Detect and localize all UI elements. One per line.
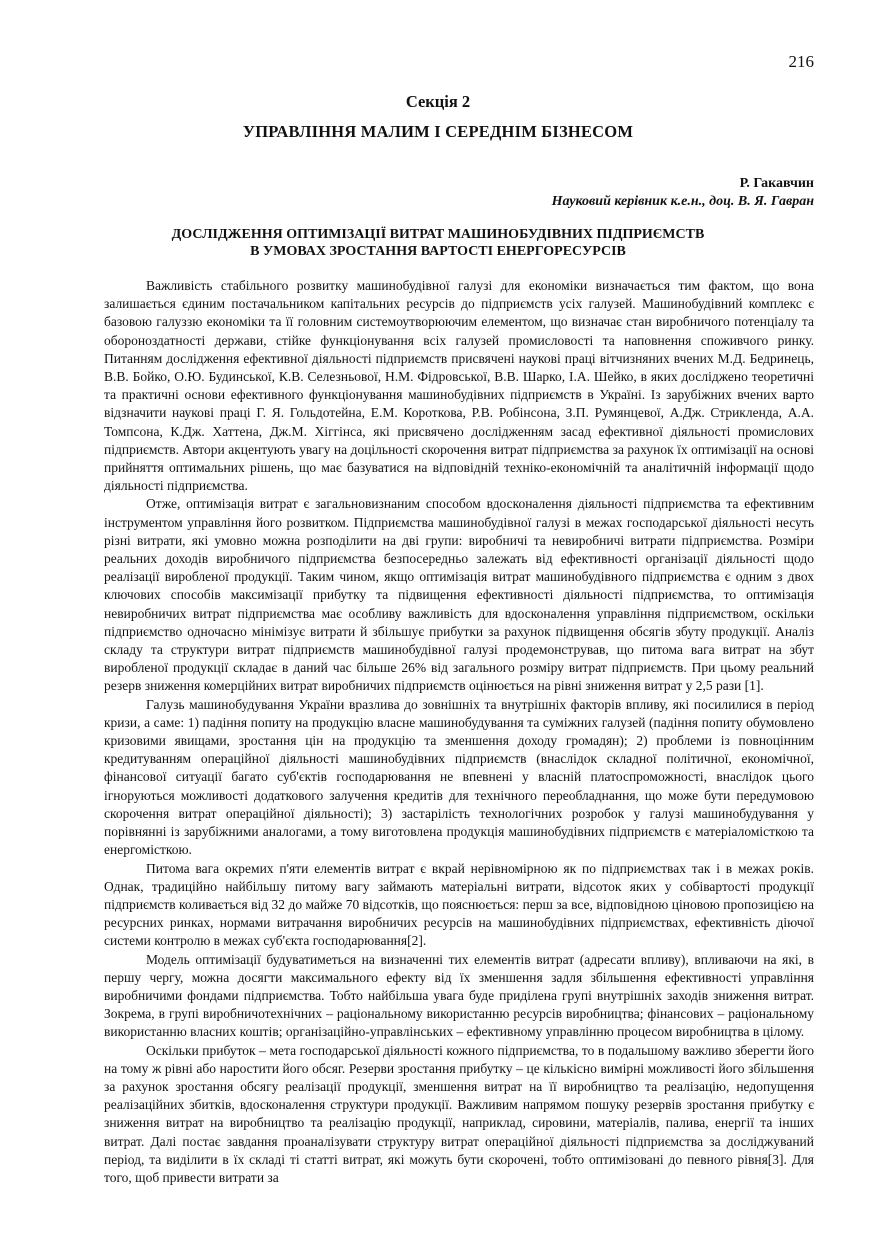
section-title: УПРАВЛІННЯ МАЛИМ І СЕРЕДНІМ БІЗНЕСОМ [242,122,634,141]
article-title [100,226,776,260]
article-title-line-2: В УМОВАХ ЗРОСТАННЯ ВАРТОСТІ ЕНЕРГОРЕСУРСІВ [250,244,626,259]
paragraph-6: Оскільки прибуток – мета господарської діяльності кожного підприємства, то в подальшому важливо зберегти його на тому ж рівні або наростити його обсяг. Резерви зростання прибутку – це кількісно вимірні можливості його збільшення за рахунок зростання обсягу реалізації продукції, зменшення витрат на її виробництво та реалізацію, недопущення реалізаційних збитків, вдосконалення структури продукції. Важливим напрямом пошуку резервів зростання прибутку є зниження витрат на виробництво та реалізацію продукції, наприклад, сировини, матеріалів, палива, енергії та інших витрат. Далі постає завдання проаналізувати структуру витрат операційної діяльності підприємства за досліджуваний період, та виділити в їх складі ті статті витрат, які можуть бути скорочені, тобто оптимізовані до певного рівня[3]. Для того, щоб привести витрати за [104,1042,814,1185]
paragraph-2: Отже, оптимізація витрат є загальновизнаним способом вдосконалення діяльності підприємства та ефективним інструментом управління його розвитком. Підприємства машинобудівної галузі в межах господарської діяльності несуть різні витрати, які умовно можна розподілити на дві групи: виробничі та невиробничі витрати підприємства. Розміри реальних доходів виробничого підприємства безпосередньо залежать від ефективності організації діяльності щодо реалізації виробленої продукції. Таким чином, якщо оптимізація витрат машинобудівного підприємства є одним з двох ключових способів максимізації прибутку та підвищення ефективності діяльності підприємства, то оптимізація невиробничих витрат підприємства має особливу важливість для вдосконалення управління підприємством, оскільки підприємство одночасно мінімізує витрати й збільшує прибутки за рахунок підвищення обсягів збуту продукції. Аналіз складу та структури витрат підприємств машинобудівної галузі продемонстрував, що питома вага витрат на збут виробленої продукції складає в даний час більше 26% від загального розміру витрат підприємств. При цьому реальний резерв зниження комерційних витрат виробничих підприємств оцінюється на рівні зниження витрат у 2,5 рази [1]. [104,496,814,694]
paragraph-4: Питома вага окремих п'яти елементів витрат є вкрай нерівномірною як по підприємствах так і в межах років. Однак, традиційно найбільшу питому вагу займають матеріальні витрати, відсоток яких у собівартості продукції підприємств коливається від 32 до майже 70 відсотків, що пояснюється: перш за все, відповідною ціновою пропозицією на ресурсних ринках, нормами витрачання виробничих ресурсів на машинобудівних підприємствах, ефективність діючої системи контролю в межах суб'єкта господарювання[2]. [104,860,814,949]
article-body [104,277,814,1187]
author-name: Р. Гакавчин [739,176,814,191]
article-title-line-1: ДОСЛІДЖЕННЯ ОПТИМІЗАЦІЇ ВИТРАТ МАШИНОБУДІВНИХ ПІДПРИЄМСТВ [171,227,705,242]
section-label: Секція 2 [405,92,471,111]
paragraph-3: Галузь машинобудування України вразлива до зовнішніх та внутрішніх факторів впливу, які посилилися в період кризи, а саме: 1) падіння попиту на продукцію власне машинобудування та суміжних галузей (падіння попиту обумовлено кризовими явищами, зростання цін на продукцію та зменшення доходу громадян); 2) проблеми із повноцінним кредитуванням операційної діяльності машинобудівних підприємств (внаслідок складної політичної, економічної, фінансової ситуації багато суб'єктів господарювання не впевнені у власній платоспроможності, внаслідок цього ігноруються можливості додаткового залучення кредитів для технічного переобладнання, що може бути передумовою скорочення витрат операційної діяльності); 3) застарілість технологічних розробок у галузі машинобудування у порівнянні із зарубіжними аналогами, а тому виготовлена продукція машинобудівних підприємств є матеріаломісткою та енергомісткою. [104,696,814,858]
paragraph-1: Важливість стабільного розвитку машинобудівної галузі для економіки визначається тим фактом, що вона залишається єдиним постачальником капітальних ресурсів до підприємств усіх галузей. Машинобудівний комплекс є базовою галуззю економіки та її головним системоутворюючим елементом, що визначає стан виробничого потенціалу та обороноздатності держави, стійке функціонування всіх галузей промисловості та наповнення споживчого ринку. Питанням дослідження ефективної діяльності підприємств присвячені наукові праці вітчизняних вчених М.Д. Бедринець, В.В. Бойко, О.Ю. Будинської, К.В. Селезньової, Н.М. Фідровської, В.В. Шарко, І.А. Шейко, в яких досліджено теоретичні та практичні основи ефективного функціонування машинобудівних підприємств в Україні. Із зарубіжних вчених варто відзначити наукові праці Г. Я. Гольдотейна, Е.М. Короткова, Р.В. Робінсона, З.П. Румянцевої, А.Дж. Стрикленда, А.А. Томпсона, К.Дж. Хаттена, Дж.М. Хіггінса, які присвячено дослідженням засад ефективної діяльності промислових підприємств. Автори акцентують увагу на доцільності скорочення витрат підприємства за рахунок їх оптимізації на основі прийняття оптимальних рішень, що має базуватися на відповідній техніко-економічній та аналітичній інформації щодо діяльності підприємства. [104,278,814,494]
paragraph-5: Модель оптимізації будуватиметься на визначенні тих елементів витрат (адресати впливу), впливаючи на які, в першу чергу, можна досягти максимального ефекту від їх зменшення задля збільшення ефективності управління виробничими фондами підприємства. Тобто найбільша увага буде приділена групі внутрішніх заходів зниження витрат. Зокрема, в групі виробничотехнічних – раціональному використанню ресурсів виробництва; фінансових – раціональному використанню власних коштів; організаційно-управлінських – ефективному управлінню процесом виробництва в цілому. [104,951,814,1040]
scientific-supervisor: Науковий керівник к.е.н., доц. В. Я. Гавран [551,194,814,209]
page-number: 216 [788,52,814,71]
